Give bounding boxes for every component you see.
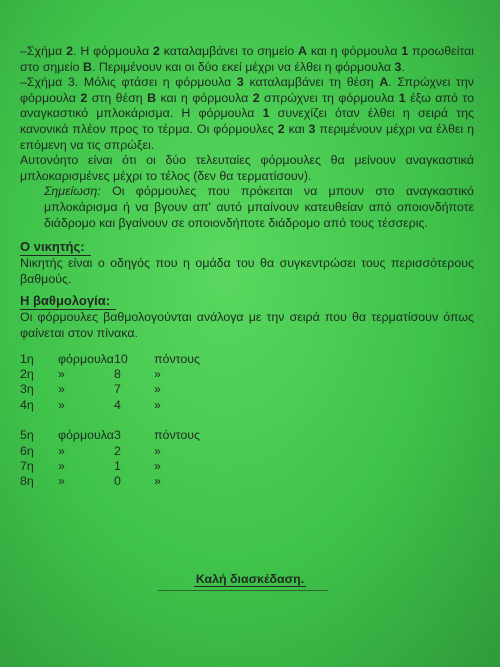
text-span: και	[284, 121, 309, 136]
bold-number: 1	[262, 106, 270, 121]
position-cell: 6η	[20, 443, 34, 458]
position-cell: 3η	[20, 382, 34, 397]
points-cell: 0	[114, 474, 121, 489]
bold-number: 2	[277, 121, 285, 136]
text-span: περιμένουν μέχρι να έλθει η επόμενη να τις σπρώξει.	[20, 121, 474, 152]
position-cell: 4η	[20, 397, 34, 412]
points-cell: 4	[114, 397, 121, 412]
table-row	[20, 444, 474, 459]
text-span: σπρώχνει τη φόρμουλα	[259, 90, 399, 105]
position-cell: 1η	[20, 351, 34, 366]
winner-heading: Ο νικητής:	[20, 239, 91, 256]
table-gap	[20, 413, 474, 428]
name-cell: »	[58, 458, 65, 473]
text-span: και η φόρμουλα	[156, 90, 253, 105]
closing-rule	[158, 590, 328, 591]
unit-cell: »	[154, 366, 161, 381]
bold-letter: Α	[379, 75, 389, 90]
position-cell: 2η	[20, 366, 34, 381]
table-row	[20, 459, 474, 474]
unit-cell: »	[154, 382, 161, 397]
bold-letter: Β	[83, 59, 92, 74]
name-cell: φόρμουλα	[58, 428, 114, 443]
unit-cell: πόντους	[154, 351, 200, 366]
points-cell: 10	[114, 351, 128, 366]
paragraph-last-formulas: Αυτονόητο είναι ότι οι δύο τελευταίες φόρμουλες θα μείνουν αναγκαστικά μπλοκαρισμένες μέχρι το τέλος (δεν θα τερματίσουν).	[20, 153, 474, 183]
table-row	[20, 428, 474, 443]
points-cell: 2	[114, 443, 121, 458]
points-table	[20, 352, 474, 490]
table-row	[20, 382, 474, 397]
unit-cell: »	[154, 458, 161, 473]
paragraph-note	[20, 184, 474, 231]
scoring-text: Οι φόρμουλες βαθμολογούνται ανάλογα με την σειρά που θα τερματίσουν όπως φαίνεται στον πίνακα.	[20, 310, 474, 340]
text-span: .	[401, 59, 405, 74]
bold-number: 2	[80, 90, 88, 105]
text-span: καταλαμβάνει τη θέση	[243, 75, 380, 90]
position-cell: 5η	[20, 428, 34, 443]
text-span: καταλαμβάνει το σημείο	[159, 44, 298, 58]
unit-cell: »	[154, 474, 161, 489]
closing-text: Καλή διασκέδαση.	[195, 572, 305, 586]
text-span: συνεχίζει όταν έλθει η σειρά της κανονικά πλέον προς το τέρμα. Οι φόρμουλες	[20, 106, 474, 136]
note-label: Σημείωση:	[44, 184, 101, 199]
name-cell: »	[58, 474, 65, 489]
winner-text: Νικητής είναι ο οδηγός που η ομάδα του θα συγκεντρώσει τους περισσότερους βαθμούς.	[20, 256, 474, 286]
text-span: . Η φόρμουλα	[73, 44, 153, 58]
table-row	[20, 398, 474, 413]
bold-letter: Β	[147, 90, 157, 105]
name-cell: »	[58, 397, 65, 412]
text-span: . Περιμένουν και οι δύο εκεί μέχρι να έλθει η φόρμουλα	[91, 59, 395, 74]
points-cell: 3	[114, 428, 121, 443]
text-span: προωθείται στο σημείο	[20, 44, 474, 74]
table-row	[20, 352, 474, 367]
text-span: στη θέση	[87, 90, 148, 105]
paragraph-figure-3	[20, 75, 474, 153]
bold-number: 2	[152, 44, 160, 58]
bold-number: 1	[401, 44, 409, 58]
name-cell: »	[58, 382, 65, 397]
closing-line	[0, 572, 500, 586]
bold-number: 2	[66, 44, 74, 58]
name-cell: »	[58, 366, 65, 381]
bold-number: 2	[252, 90, 260, 105]
paragraph-figure-2	[20, 44, 474, 75]
unit-cell: »	[154, 397, 161, 412]
table-row	[20, 474, 474, 489]
position-cell: 7η	[20, 458, 34, 473]
points-cell: 1	[114, 458, 121, 473]
text-span: –Σχήμα	[20, 44, 67, 58]
points-cell: 8	[114, 366, 121, 381]
bold-number: 3	[394, 59, 402, 74]
name-cell: »	[58, 443, 65, 458]
text-span: –Σχήμα 3. Μόλις φτάσει η φόρμουλα	[20, 75, 237, 90]
scoring-heading: Η βαθμολογία:	[20, 293, 116, 310]
bold-number: 3	[236, 75, 244, 90]
position-cell: 8η	[20, 474, 34, 489]
note-text: Οι φόρμουλες που πρόκειται να μπουν στο αναγκαστικό μπλοκάρισμα ή να βγουν απ' αυτό μπαίνουν κατευθείαν από οποιονδήποτε διάδρομο και βγαίνουν σε οποιονδήποτε διάδρομο από τους τέσσερις.	[44, 184, 474, 230]
name-cell: φόρμουλα	[58, 351, 114, 366]
table-row	[20, 367, 474, 382]
text-span: και η φόρμουλα	[306, 44, 402, 58]
bold-letter: Α	[298, 44, 307, 58]
unit-cell: »	[154, 443, 161, 458]
bold-number: 3	[308, 121, 316, 136]
text-span: . Σπρώχνει την φόρμουλα	[20, 75, 474, 105]
points-cell: 7	[114, 382, 121, 397]
text-span: έξω από το αναγκαστικό μπλοκάρισμα. Η φόρμουλα	[20, 90, 474, 121]
unit-cell: πόντους	[154, 428, 200, 443]
bold-number: 1	[398, 90, 406, 105]
